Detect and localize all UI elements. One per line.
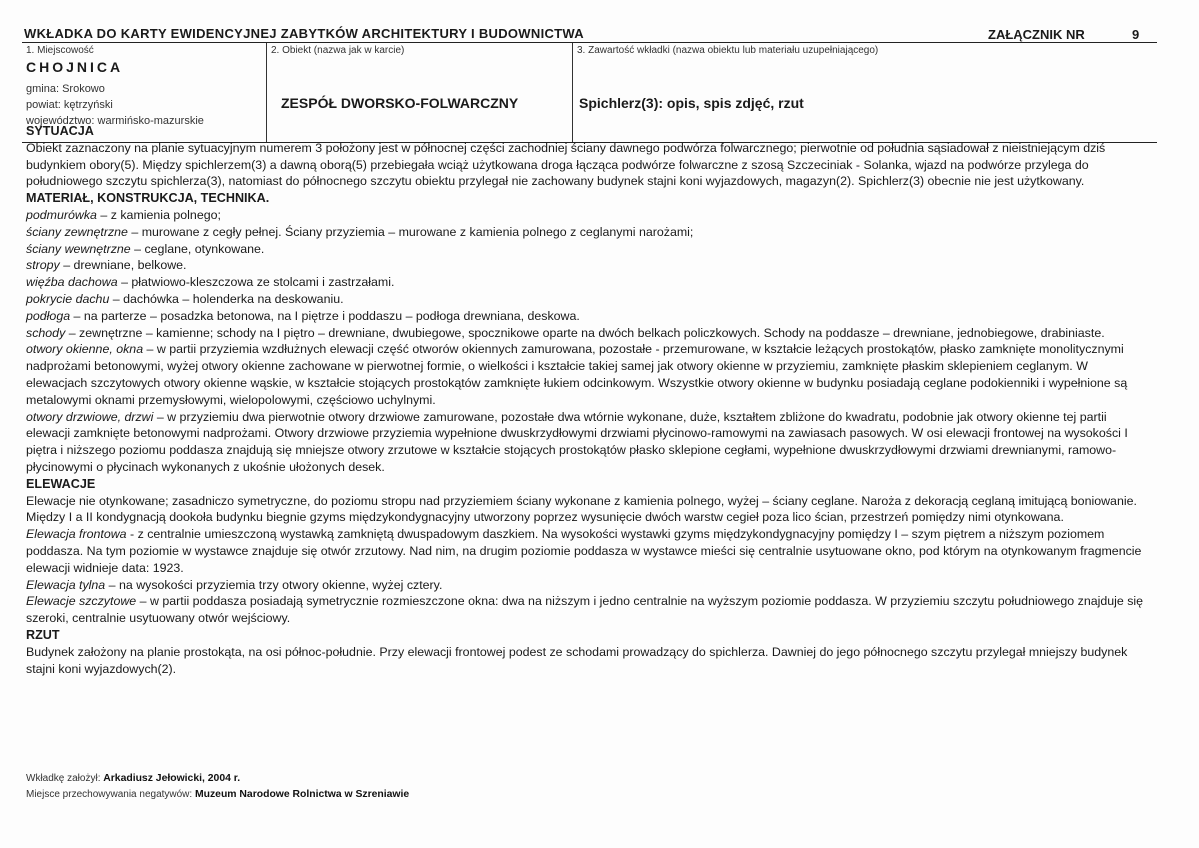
wojewodztwo: województwo: warmińsko-mazurskie — [26, 115, 204, 127]
material-item-text: – ceglane, otynkowane. — [130, 241, 265, 256]
elevation-item-text: - z centralnie umieszczoną wystawką zamkniętą dwuspadowym daszkiem. Na wysokości wystawki gzyms międzykondygnacyjny pomiędzy I – szym piętrem a niższym poziomem poddasza. Na tym poziomie w wystawce znajduje się otwór zrzutowy. Nad nim, na drugim poziomie poddasza w wystawce mieści się centralnie usytuowane okno, pod którym na otynkowanym fragmencie elewacji widnieje data: 1923. — [26, 527, 1142, 575]
material-item — [26, 257, 1146, 274]
material-item — [26, 308, 1146, 325]
storage-place: Muzeum Narodowe Rolnictwa w Szreniawie — [194, 789, 410, 800]
elewacje-intro: Elewacje nie otynkowane; zasadniczo symetryczne, do poziomu stropu nad przyziemiem ściany wykonane z kamienia polnego, wyżej – ściany ceglane. Naroża z dekoracją ceglaną imitującą boniowanie. Między I a II kondygnacją dookoła budynku biegnie gzyms międzykondygnacyjny utworzony poprzez wysunięcie dwóch warstw cegieł poza lico ścian, przestrzeń pomiędzy nimi otynkowana. — [26, 493, 1137, 525]
author-label: Wkładkę założył: — [26, 773, 104, 784]
material-item-text: – w przyziemiu dwa pierwotnie otwory drzwiowe zamurowane, pozostałe dwa wtórnie wykonane, duże, kształtem zbliżone do kwadratu, podobnie jak otwory okienne tej partii elewacji zamknięte betonowymi nadprożami. Otwory drzwiowe przyziemia wypełnione dwuskrzydłowymi drzwiami płycinowo-ramowymi na zawiasach pasowych. W osi elewacji frontowej na wysokości I piętra i niższego poziomu poddasza znajdują się mniejsze otwory zrzutowe w kształcie stojących prostokątów płasko sklepione cegłami, wypełnione dwuskrzydłowymi drzwiami drewnianymi, ramowo-płycinowymi o płycinach wykonanych z ukośnie ułożonych desek. — [26, 409, 1128, 474]
elevation-item-term: Elewacja frontowa — [26, 527, 127, 542]
material-item-term: pokrycie dachu — [26, 291, 110, 306]
material-item-text: – w partii przyziemia wzdłużnych elewacji część otworów okiennych zamurowana, pozostałe - przemurowane, w kształcie leżących prostokątów, płasko zamknięte monolitycznymi nadprożami betonowymi, wyżej otwory okienne zachowane w pierwotnej formie, o wielkości i kształcie takiej samej jak otwory okienne w przyziemiu, zamknięte płaskim sklepieniem ceglanym. W elewacjach szczytowych otwory okienne wąskie, w kształcie stojących prostokątów zamknięte łukiem odcinkowym. Wszystkie otwory okienne w budynku posiadają ceglane podokienniki i wypełnione są metalowymi oknami przemysłowymi, wielopolowymi, częściowo uchylnymi. — [26, 342, 1128, 407]
material-item — [26, 341, 1146, 408]
object-label: 2. Obiekt (nazwa jak w karcie) — [271, 45, 405, 56]
material-item — [26, 224, 1146, 241]
material-item-text: – zewnętrzne – kamienne; schody na I piętro – drewniane, dwubiegowe, spocznikowe oparte na dwóch belkach policzkowych. Schody na poddasze – drewniane, jednobiegowe, drabiniaste. — [65, 325, 1105, 340]
title-bar — [22, 22, 1157, 43]
elevation-item-text: – na wysokości przyziemia trzy otwory okienne, wyżej cztery. — [105, 577, 443, 592]
material-item — [26, 241, 1146, 258]
section-heading-material: MATERIAŁ, KONSTRUKCJA, TECHNIKA. — [26, 191, 270, 206]
storage-line — [26, 787, 409, 803]
material-item — [26, 207, 1146, 224]
material-item-term: ściany zewnętrzne — [26, 224, 128, 239]
section-heading-rzut: RZUT — [26, 627, 60, 642]
elevation-item — [26, 593, 1146, 627]
material-item-text: – drewniane, belkowe. — [59, 258, 187, 273]
storage-label: Miejsce przechowywania negatywów: — [26, 789, 195, 800]
section-heading-elewacje: ELEWACJE — [26, 476, 96, 491]
description-body — [26, 123, 1146, 677]
material-item-term: ściany wewnętrzne — [26, 241, 131, 256]
powiat: powiat: kętrzyński — [26, 99, 113, 111]
material-item — [26, 409, 1146, 476]
object-name: ZESPÓŁ DWORSKO-FOLWARCZNY — [281, 95, 519, 111]
material-item-term: podmurówka — [26, 207, 97, 222]
content-value: Spichlerz(3): opis, spis zdjęć, rzut — [579, 95, 804, 111]
material-item-text: – z kamienia polnego; — [96, 207, 221, 222]
material-item-term: otwory okienne, okna — [26, 342, 144, 357]
sytuacja-text: Obiekt zaznaczony na planie sytuacyjnym numerem 3 położony jest w północnej części zachodniej ściany dawnego podwórza folwarcznego; pierwotnie od południa sąsiadował z nieistniejącym dziś budynkiem obory(5). Między spichlerzem(3) a dawną oborą(5) przebiegała wciąż użytkowana droga łącząca podwórze folwarczne z szosą Szczeciniak - Solanka, wjazd na podwórze przylega do południowego szczytu spichlerza(3), natomiast do północnego szczytu obiektu przylegał nie zachowany budynek stajni koni wyjazdowych, magazyn(2). Spichlerz(3) obecnie nie jest użytkowany. — [26, 140, 1106, 189]
material-item-term: schody — [26, 325, 66, 340]
material-item-term: więźba dachowa — [26, 275, 118, 290]
material-list — [26, 207, 1146, 476]
content-label: 3. Zawartość wkładki (nazwa obiektu lub materiału uzupełniającego) — [577, 45, 879, 56]
material-item-term: otwory drzwiowe, drzwi — [26, 409, 154, 424]
elevation-item-term: Elewacje szczytowe — [26, 594, 137, 609]
author-line — [26, 771, 409, 787]
annex-label: ZAŁĄCZNIK NR — [988, 27, 1085, 42]
elewacje-list — [26, 526, 1146, 627]
elevation-item — [26, 577, 1146, 594]
document-title: WKŁADKA DO KARTY EWIDENCYJNEJ ZABYTKÓW ARCHITEKTURY I BUDOWNICTWA — [24, 26, 584, 41]
author-name: Arkadiusz Jełowicki, 2004 r. — [103, 773, 241, 784]
elevation-item-term: Elewacja tylna — [26, 577, 106, 592]
material-item-text: – murowane z cegły pełnej. Ściany przyziemia – murowane z kamienia polnego z ceglanymi narożami; — [127, 224, 694, 239]
material-item-term: podłoga — [26, 308, 71, 323]
elevation-item — [26, 526, 1146, 576]
gmina: gmina: Srokowo — [26, 83, 105, 95]
material-item-text: – na parterze – posadzka betonowa, na I piętrze i poddaszu – podłoga drewniana, deskowa. — [70, 308, 580, 323]
material-item — [26, 325, 1146, 342]
footer — [26, 771, 409, 803]
city-name: CHOJNICA — [26, 59, 124, 75]
location-label: 1. Miejscowość — [26, 45, 94, 56]
material-item-text: – dachówka – holenderka na deskowaniu. — [109, 291, 344, 306]
rzut-text: Budynek założony na planie prostokąta, na osi północ-południe. Przy elewacji frontowej podest ze schodami prowadzący do spichlerza. Dawniej do jego północnego szczytu przylegał mniejszy budynek stajni koni wyjazdowych(2). — [26, 644, 1128, 676]
material-item — [26, 274, 1146, 291]
material-item — [26, 291, 1146, 308]
annex-number: 9 — [1132, 27, 1140, 42]
section-heading-sytuacja: SYTUACJA — [26, 124, 94, 138]
elevation-item-text: – w partii poddasza posiadają symetrycznie rozmieszczone okna: dwa na niższym i jedno centralnie na wyższym poziomie poddasza. W przyziemiu szczytu południowego znajduje się szeroki, centralnie usytuowany otwór wejściowy. — [26, 594, 1144, 626]
material-item-text: – płatwiowo-kleszczowa ze stolcami i zastrzałami. — [117, 275, 395, 290]
material-item-term: stropy — [26, 258, 60, 273]
